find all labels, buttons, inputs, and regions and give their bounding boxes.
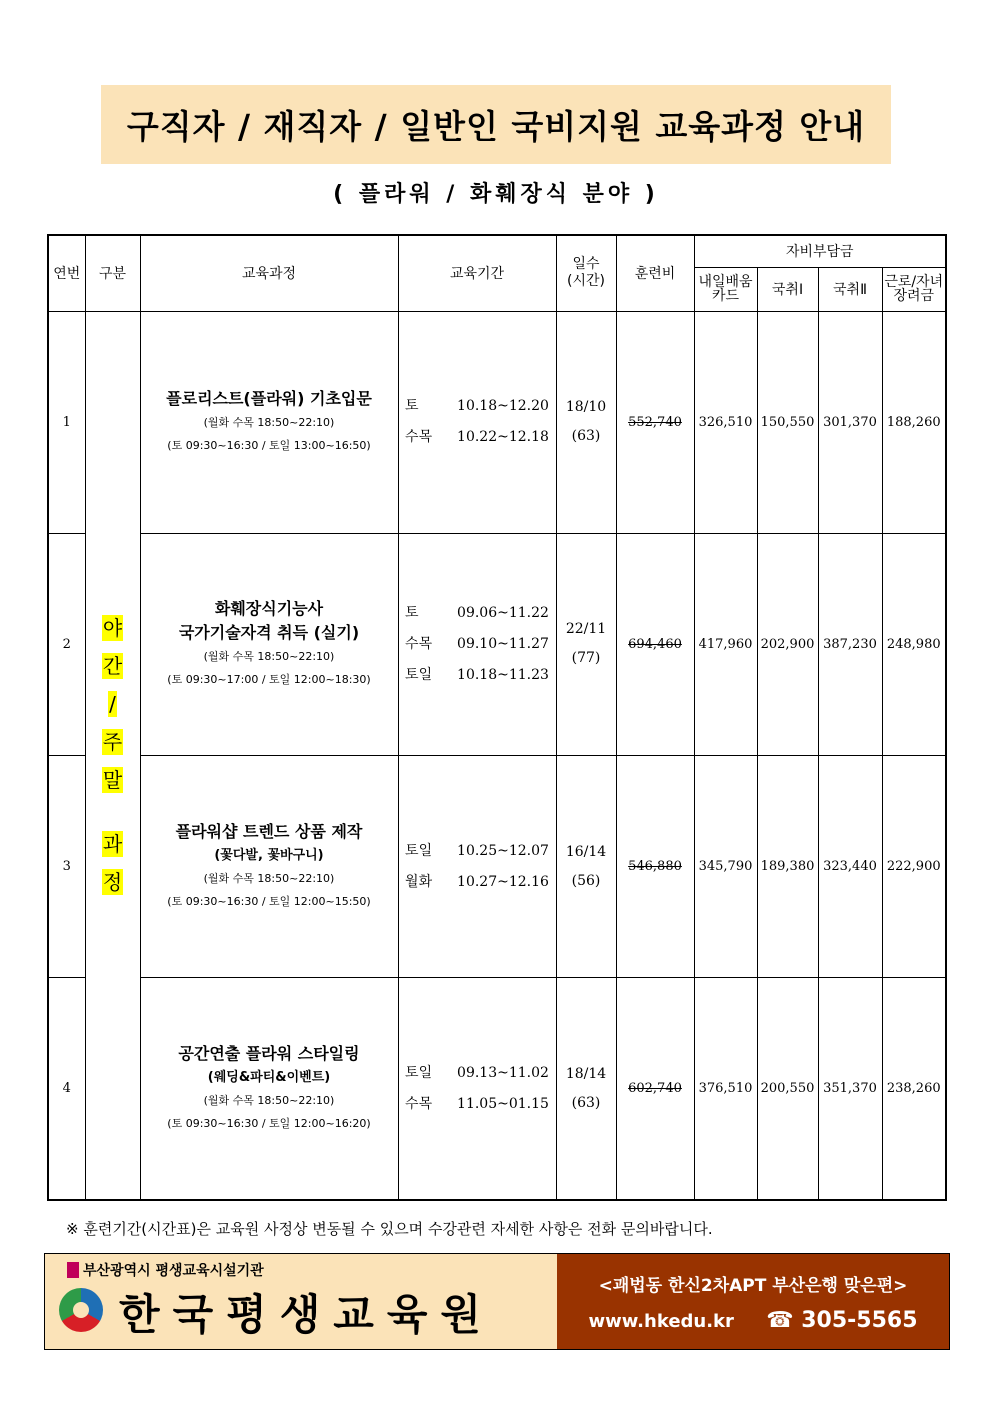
period-dates: 11.05~01.15	[457, 1095, 549, 1112]
period-day: 수목	[405, 429, 433, 446]
address: <괘법동 한신2차APT 부산은행 맞은편>	[598, 1275, 908, 1296]
days-cell	[556, 756, 616, 978]
page-subtitle: ( 플라워 / 화훼장식 분야 )	[333, 182, 659, 207]
worker-cell	[882, 311, 946, 533]
course-name: 플로리스트(플라워) 기초입문	[166, 389, 372, 409]
period-day: 토일	[405, 842, 433, 859]
period-line	[405, 660, 549, 691]
training-fee: 694,460	[628, 636, 682, 652]
period-dates: 10.18~11.23	[457, 666, 549, 683]
days-count: 16/14	[565, 843, 607, 860]
course-table	[47, 234, 947, 1201]
worker-amount: 238,260	[886, 1081, 941, 1097]
category-char: 말	[102, 768, 123, 793]
course-schedule: (토 09:30~16:30 / 토일 12:00~15:50)	[167, 895, 371, 909]
category-char: 야	[102, 616, 123, 641]
k1-cell	[757, 311, 818, 533]
course-schedule: (월화 수목 18:50~22:10)	[203, 650, 335, 664]
period-line	[405, 422, 549, 453]
website-link[interactable]: www.hkedu.kr	[588, 1310, 734, 1332]
footer-banner	[44, 1253, 950, 1350]
header-period: 교육기간	[398, 235, 556, 311]
k1-amount: 202,900	[760, 636, 815, 652]
category-char: 주	[102, 730, 123, 755]
course-name: 공간연출 플라워 스타일링	[178, 1044, 360, 1064]
header-category: 구분	[85, 235, 140, 311]
k1-cell	[757, 533, 818, 755]
period-line	[405, 1058, 549, 1089]
training-fee: 602,740	[628, 1081, 682, 1097]
card-amount: 345,790	[698, 859, 753, 875]
days-cell	[556, 978, 616, 1200]
card-cell	[694, 533, 757, 755]
k1-amount: 150,550	[760, 414, 815, 430]
hours-count: (77)	[571, 650, 601, 667]
header-worker: 근로/자녀 장려금	[882, 267, 946, 311]
card-amount: 326,510	[698, 414, 753, 430]
period-cell	[398, 978, 556, 1200]
k2-amount: 301,370	[823, 414, 877, 430]
category-char: /	[109, 692, 116, 717]
row-number	[48, 978, 85, 1200]
title-banner	[101, 85, 891, 164]
k2-amount: 351,370	[823, 1081, 877, 1097]
course-row	[48, 756, 946, 978]
row-number	[48, 533, 85, 755]
course-schedule: (토 09:30~16:30 / 토일 12:00~16:20)	[167, 1117, 371, 1131]
course-name: 화훼장식기능사	[214, 599, 324, 619]
card-cell	[694, 311, 757, 533]
k1-cell	[757, 978, 818, 1200]
header-k2: 국취Ⅱ	[818, 267, 882, 311]
course-row	[48, 311, 946, 533]
period-line	[405, 629, 549, 660]
agency-label: 부산광역시 평생교육시설기관	[67, 1260, 264, 1280]
k2-amount: 323,440	[823, 859, 877, 875]
header-no: 연번	[48, 235, 85, 311]
course-schedule: (월화 수목 18:50~22:10)	[203, 1094, 335, 1108]
header-fee: 훈련비	[616, 235, 694, 311]
card-cell	[694, 978, 757, 1200]
card-amount: 376,510	[698, 1081, 753, 1097]
hours-count: (63)	[571, 1094, 601, 1111]
period-dates: 10.18~12.20	[457, 398, 549, 415]
card-cell	[694, 756, 757, 978]
period-cell	[398, 756, 556, 978]
days-count: 18/10	[565, 399, 607, 416]
category-cell	[85, 311, 140, 1200]
footer-brand	[45, 1254, 557, 1349]
period-day: 토일	[405, 1064, 433, 1081]
period-day: 토	[405, 604, 419, 621]
period-line	[405, 1089, 549, 1120]
card-amount: 417,960	[698, 636, 753, 652]
course-cell	[140, 756, 398, 978]
k2-cell	[818, 978, 882, 1200]
course-schedule: (토 09:30~16:30 / 토일 13:00~16:50)	[167, 439, 371, 453]
period-dates: 09.06~11.22	[457, 604, 549, 621]
fee-cell	[616, 311, 694, 533]
days-count: 22/11	[565, 621, 607, 638]
period-dates: 09.10~11.27	[457, 635, 549, 652]
fee-cell	[616, 533, 694, 755]
worker-cell	[882, 756, 946, 978]
header-course: 교육과정	[140, 235, 398, 311]
swirl-logo-icon	[59, 1288, 103, 1332]
k2-cell	[818, 756, 882, 978]
period-day: 토일	[405, 666, 433, 683]
k1-cell	[757, 756, 818, 978]
header-k1: 국취Ⅰ	[757, 267, 818, 311]
row-number-text: 3	[62, 859, 71, 875]
period-day: 수목	[405, 635, 433, 652]
header-days: 일수 (시간)	[556, 235, 616, 311]
hours-count: (63)	[571, 428, 601, 445]
course-schedule: (월화 수목 18:50~22:10)	[203, 416, 335, 430]
row-number-text: 4	[62, 1081, 71, 1097]
worker-cell	[882, 533, 946, 755]
footer-contact	[557, 1254, 949, 1349]
category-char: 과	[102, 832, 123, 857]
period-line	[405, 867, 549, 898]
row-number	[48, 311, 85, 533]
period-dates: 09.13~11.02	[457, 1064, 549, 1081]
course-schedule: (토 09:30~17:00 / 토일 12:00~18:30)	[167, 673, 371, 687]
k2-amount: 387,230	[823, 636, 877, 652]
period-cell	[398, 311, 556, 533]
period-dates: 10.22~12.18	[457, 429, 549, 446]
worker-amount: 248,980	[886, 636, 941, 652]
schedule-note: ※ 훈련기간(시간표)은 교육원 사정상 변동될 수 있으며 수강관련 자세한 사항은 전화 문의바랍니다.	[66, 1220, 713, 1238]
fee-cell	[616, 756, 694, 978]
course-cell	[140, 978, 398, 1200]
header-card: 내일배움 카드	[694, 267, 757, 311]
course-cell	[140, 311, 398, 533]
period-cell	[398, 533, 556, 755]
worker-cell	[882, 978, 946, 1200]
k2-cell	[818, 311, 882, 533]
days-count: 18/14	[565, 1065, 607, 1082]
page-title: 구직자 / 재직자 / 일반인 국비지원 교육과정 안내	[126, 107, 866, 146]
row-number-text: 1	[62, 414, 71, 430]
course-schedule: (월화 수목 18:50~22:10)	[203, 872, 335, 886]
period-day: 토	[405, 398, 419, 415]
hours-count: (56)	[571, 872, 601, 889]
days-cell	[556, 533, 616, 755]
course-subtitle: (웨딩&파티&이벤트)	[207, 1070, 331, 1086]
days-cell	[556, 311, 616, 533]
course-cell	[140, 533, 398, 755]
k2-cell	[818, 533, 882, 755]
category-char: 정	[102, 870, 123, 895]
period-dates: 10.25~12.07	[457, 842, 549, 859]
training-fee: 552,740	[628, 414, 682, 430]
institute-name: 한국평생교육원	[119, 1290, 495, 1339]
period-dates: 10.27~12.16	[457, 873, 549, 890]
course-row	[48, 533, 946, 755]
row-number	[48, 756, 85, 978]
period-line	[405, 836, 549, 867]
k1-amount: 189,380	[760, 859, 815, 875]
worker-amount: 188,260	[886, 414, 941, 430]
course-subtitle: (꽃다발, 꽃바구니)	[214, 848, 324, 864]
course-row	[48, 978, 946, 1200]
row-number-text: 2	[62, 636, 71, 652]
training-fee: 546,880	[628, 859, 682, 875]
period-line	[405, 598, 549, 629]
header-self-pay: 자비부담금	[694, 235, 946, 267]
category-char: 간	[102, 654, 123, 679]
phone-number[interactable]: ☎ 305-5565	[766, 1307, 918, 1333]
fee-cell	[616, 978, 694, 1200]
agency-mark-icon	[67, 1262, 79, 1278]
period-day: 수목	[405, 1095, 433, 1112]
period-day: 월화	[405, 873, 433, 890]
worker-amount: 222,900	[886, 859, 941, 875]
k1-amount: 200,550	[760, 1081, 815, 1097]
course-name: 플라워샵 트렌드 상품 제작	[175, 822, 363, 842]
period-line	[405, 391, 549, 422]
course-name: 국가기술자격 취득 (실기)	[178, 623, 360, 643]
